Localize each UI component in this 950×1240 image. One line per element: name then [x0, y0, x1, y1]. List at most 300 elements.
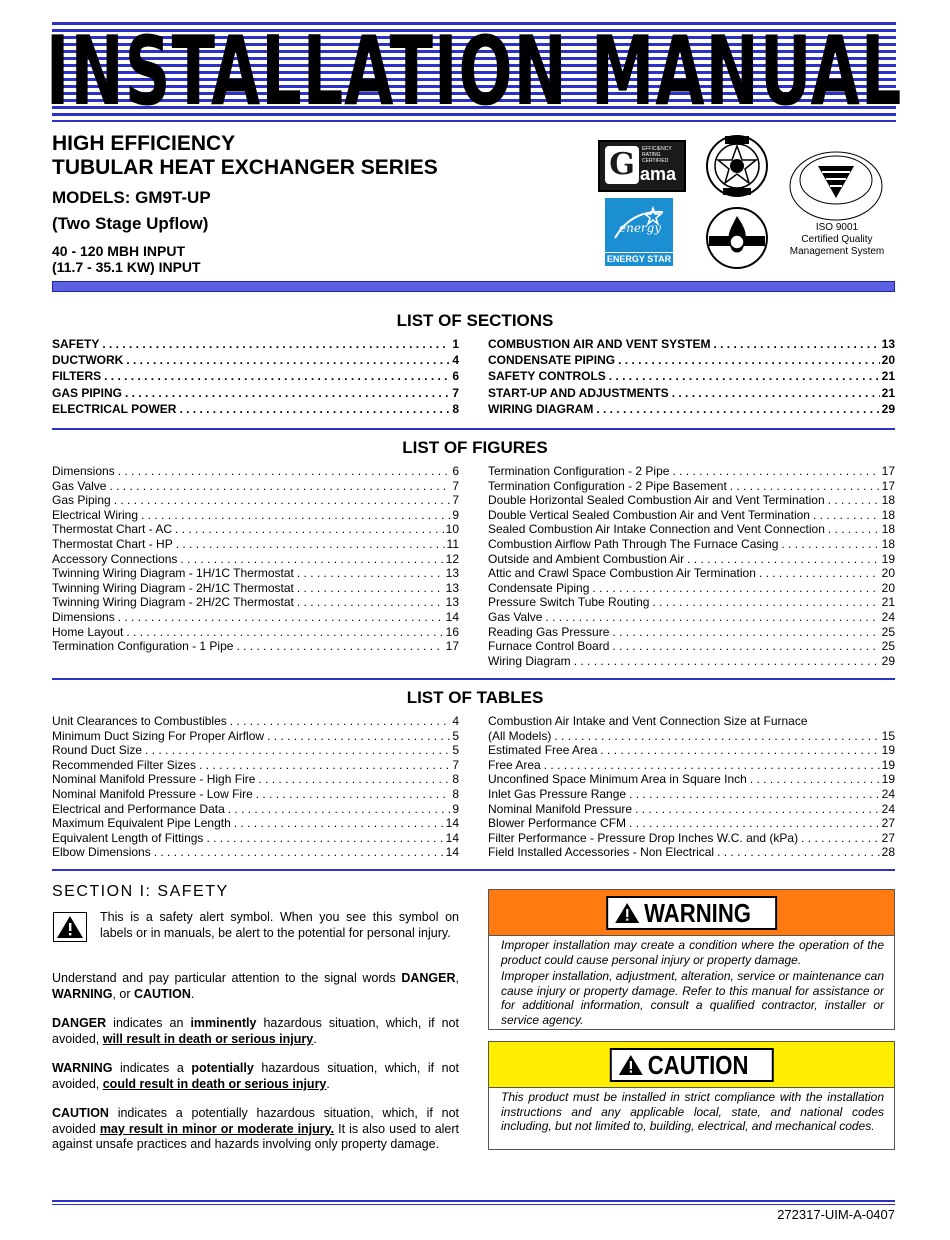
toc-entry [488, 595, 895, 610]
toc-entry [52, 352, 459, 368]
iso-caption [782, 222, 892, 258]
signal-words-paragraph [52, 971, 459, 1002]
sections-list-left [52, 336, 459, 417]
configuration-label: (Two Stage Upflow) [52, 214, 209, 233]
toc-entry-page: 18 [881, 507, 895, 522]
toc-leader-dots [750, 772, 880, 787]
toc-entry [488, 772, 895, 787]
iso-caption-line: ISO 9001 [815, 222, 859, 233]
toc-entry-label: Wiring Diagram [488, 653, 571, 668]
toc-entry-label: Electrical and Performance Data [52, 801, 225, 816]
underlined-phrase: may result in minor or moderate injury. [99, 1121, 335, 1136]
toc-entry-label: Equivalent Length of Fittings [52, 830, 204, 845]
toc-leader-dots [545, 610, 879, 625]
toc-entry [488, 654, 895, 669]
toc-entry-page: 16 [445, 624, 459, 639]
toc-leader-dots [297, 595, 444, 610]
toc-entry [52, 581, 459, 596]
toc-leader-dots [126, 625, 443, 640]
text-span: , or [112, 986, 134, 1001]
toc-entry-page: 21 [881, 369, 895, 384]
header-line2: TUBULAR HEAT EXCHANGER SERIES [52, 156, 438, 179]
iso-caption-line: Management System [789, 246, 885, 257]
toc-entry [488, 758, 895, 773]
toc-entry [52, 522, 459, 537]
toc-entry-page: 7 [452, 757, 459, 772]
toc-entry [488, 552, 895, 567]
toc-entry-page: 21 [881, 595, 895, 610]
toc-entry [52, 816, 459, 831]
toc-leader-dots [652, 595, 879, 610]
toc-entry [488, 816, 895, 831]
toc-entry-label: CONDENSATE PIPING [488, 353, 616, 368]
toc-entry [52, 639, 459, 654]
toc-entry [488, 566, 895, 581]
toc-leader-dots [609, 368, 880, 384]
toc-entry [488, 639, 895, 654]
toc-entry-page: 24 [881, 801, 895, 816]
toc-entry-page: 14 [445, 845, 459, 860]
warning-box [488, 889, 895, 1030]
toc-entry-page: 8 [452, 772, 459, 787]
toc-entry-page: 13 [445, 566, 459, 581]
toc-leader-dots [206, 831, 443, 846]
text-span: indicates a potentially hazardous situation, which, if not avoided [52, 1106, 459, 1136]
toc-leader-dots [801, 831, 880, 846]
toc-leader-dots [102, 336, 450, 352]
tables-list-right [488, 714, 895, 860]
toc-entry-page: 17 [881, 464, 895, 478]
toc-entry-page: 14 [445, 830, 459, 845]
toc-entry-label: COMBUSTION AIR AND VENT SYSTEM [488, 337, 711, 351]
toc-entry [52, 831, 459, 846]
toc-entry-label: Dimensions [52, 609, 115, 624]
toc-entry-page: 19 [881, 772, 895, 787]
text-span: , [455, 971, 459, 985]
caution-label: CAUTION [647, 1049, 748, 1080]
toc-entry [52, 493, 459, 508]
toc-entry-label: Termination Configuration - 2 Pipe Basement [488, 478, 727, 493]
toc-entry-label: Attic and Crawl Space Combustion Air Termination [488, 566, 756, 581]
toc-entry [52, 758, 459, 773]
header-line1: HIGH EFFICIENCY [52, 132, 236, 155]
toc-leader-dots [297, 581, 444, 596]
toc-entry [488, 464, 895, 479]
toc-entry [52, 845, 459, 860]
toc-leader-dots [230, 714, 451, 729]
toc-entry-page: 18 [881, 536, 895, 551]
divider-rule [52, 678, 895, 680]
toc-entry-page: 20 [881, 580, 895, 595]
toc-entry [488, 581, 895, 596]
toc-entry [488, 787, 895, 802]
toc-entry [488, 336, 895, 352]
toc-entry [488, 508, 895, 523]
toc-entry-page: 8 [452, 786, 459, 801]
toc-entry [52, 385, 459, 401]
toc-entry-page: 17 [881, 478, 895, 493]
toc-leader-dots [118, 464, 451, 479]
toc-entry-page: 7 [452, 478, 459, 493]
toc-entry-page: 25 [881, 639, 895, 654]
toc-entry-page: 13 [881, 337, 895, 351]
toc-leader-dots [179, 401, 450, 417]
toc-entry-label: Nominal Manifold Pressure - Low Fire [52, 786, 253, 801]
toc-entry-label: Outside and Ambient Combustion Air [488, 551, 685, 566]
footer-rule [52, 1204, 895, 1205]
toc-leader-dots [141, 508, 450, 523]
safety-symbol-paragraph: This is a safety alert symbol. When you see this symbol on labels or in manuals, be alert to the potential for personal injury. [100, 910, 459, 940]
toc-leader-dots [228, 802, 451, 817]
toc-entry-page: 27 [881, 816, 895, 831]
toc-entry-label: Gas Valve [52, 478, 107, 493]
toc-leader-dots [612, 639, 879, 654]
toc-entry-page: 19 [881, 551, 895, 566]
toc-entry-label: Termination Configuration - 1 Pipe [52, 639, 234, 654]
toc-leader-dots [256, 787, 451, 802]
toc-leader-dots [125, 385, 450, 401]
footer-rule [52, 1200, 895, 1202]
caution-word: CAUTION [52, 1106, 109, 1120]
toc-leader-dots [199, 758, 450, 773]
toc-entry-label: Recommended Filter Sizes [52, 757, 197, 772]
toc-entry-page: 7 [452, 493, 459, 508]
toc-leader-dots [635, 802, 880, 817]
toc-entry-page: 9 [452, 507, 459, 522]
toc-leader-dots [234, 816, 444, 831]
toc-entry [52, 368, 459, 384]
warning-definition-paragraph [52, 1061, 459, 1092]
toc-entry-label: FILTERS [52, 369, 102, 384]
sections-list-right [488, 336, 895, 417]
toc-leader-dots [574, 654, 880, 669]
toc-leader-dots [109, 479, 450, 494]
toc-leader-dots [114, 493, 451, 508]
toc-leader-dots [126, 352, 450, 368]
toc-entry [488, 401, 895, 417]
emphasis-word: potentially [191, 1061, 254, 1075]
list-of-tables-heading: LIST OF TABLES [406, 688, 544, 707]
toc-entry-label: Twinning Wiring Diagram - 2H/1C Thermostat [52, 580, 294, 595]
toc-entry-label: START-UP AND ADJUSTMENTS [488, 385, 669, 400]
toc-entry-page: 10 [445, 522, 459, 537]
toc-entry [488, 493, 895, 508]
toc-entry [488, 729, 895, 744]
toc-leader-dots [592, 581, 879, 596]
toc-entry-label: Filter Performance - Pressure Drop Inches W.C. and (kPa) [488, 830, 799, 845]
toc-entry-label: GAS PIPING [52, 385, 123, 400]
toc-leader-dots [104, 368, 450, 384]
energy-star-logo [605, 198, 673, 266]
toc-entry-label: Estimated Free Area [488, 743, 598, 758]
toc-entry-label: Thermostat Chart - AC [52, 522, 173, 537]
toc-entry-page: 5 [452, 728, 459, 743]
toc-entry [52, 595, 459, 610]
toc-entry-page: 13 [445, 580, 459, 595]
toc-entry-label: Accessory Connections [52, 551, 178, 566]
header-divider-bar [52, 281, 895, 292]
toc-entry-label: Gas Valve [488, 609, 543, 624]
caution-definition-paragraph [52, 1106, 459, 1153]
toc-entry-label: Unconfined Space Minimum Area in Square Inch [488, 772, 747, 787]
divider-rule [52, 869, 895, 871]
toc-entry [488, 522, 895, 537]
tables-list-right-entries [488, 729, 895, 860]
divider-rule [52, 428, 895, 430]
toc-entry [488, 625, 895, 640]
toc-entry [488, 537, 895, 552]
warning-text: Improper installation, adjustment, alteration, service or maintenance can cause injury or property damage. Refer to this manual for assistance or for additional information, consult a qualified contractor, installer or service agency. [501, 969, 884, 1027]
toc-entry-page: 4 [452, 353, 459, 368]
gama-small-text: EFFICIENCY RATING CERTIFIED [642, 146, 672, 164]
caution-word: CAUTION [133, 986, 191, 1001]
text-span: It is also used to alert against unsafe practices and hazards involving only property damage. [52, 1121, 460, 1152]
toc-entry-label: Nominal Manifold Pressure [488, 801, 633, 816]
warning-triangle-icon [614, 902, 640, 924]
toc-entry-page: 24 [881, 786, 895, 801]
toc-entry [488, 610, 895, 625]
tables-list-left [52, 714, 459, 860]
toc-entry-page: 27 [881, 830, 895, 845]
toc-entry-label: Free Area [488, 757, 541, 772]
text-span: indicates an [106, 1016, 191, 1030]
toc-entry-page: 24 [881, 609, 895, 624]
toc-entry [52, 714, 459, 729]
toc-entry-label: Elbow Dimensions [52, 845, 151, 860]
toc-entry-page: 14 [445, 816, 459, 831]
toc-entry-page: 12 [445, 551, 459, 566]
figures-list-right [488, 464, 895, 668]
toc-leader-dots [759, 566, 880, 581]
toc-entry [488, 802, 895, 817]
toc-leader-dots [596, 401, 879, 417]
warning-triangle-icon [617, 1054, 643, 1076]
iso-caption-line: Certified Quality [801, 234, 873, 245]
text-span: . [313, 1031, 317, 1046]
gama-letter: G [605, 146, 639, 184]
toc-entry [488, 831, 895, 846]
warning-triangle-icon [54, 913, 86, 941]
toc-leader-dots [717, 845, 880, 860]
toc-entry-page: 11 [446, 536, 459, 551]
toc-leader-dots [258, 772, 450, 787]
text-span: hazardous situation, which, if not avoided, [52, 1061, 459, 1091]
toc-entry [52, 729, 459, 744]
toc-entry-page: 6 [452, 464, 459, 478]
toc-entry [488, 385, 895, 401]
toc-leader-dots [828, 493, 880, 508]
underlined-phrase: could result in death or serious injury [102, 1076, 327, 1091]
toc-entry-page: 28 [881, 845, 895, 860]
design-certified-seal-icon [705, 134, 769, 198]
warning-text: Improper installation may create a condition where the operation of the product could cause personal injury or property damage. [501, 938, 884, 967]
safety-section-title: SECTION I: SAFETY [52, 883, 229, 900]
toc-entry-label: Termination Configuration - 2 Pipe [488, 464, 670, 478]
toc-entry-page: 7 [452, 385, 459, 400]
flame-certified-seal-icon [705, 206, 769, 270]
toc-entry-page: 9 [452, 801, 459, 816]
list-of-figures-heading: LIST OF FIGURES [402, 438, 548, 457]
toc-leader-dots [713, 336, 879, 352]
toc-entry [52, 552, 459, 567]
toc-entry-label: Furnace Control Board [488, 639, 610, 654]
toc-leader-dots [118, 610, 444, 625]
input-mbh: 40 - 120 MBH INPUT [52, 243, 186, 259]
safety-alert-icon [53, 912, 87, 942]
toc-entry-label: Reading Gas Pressure [488, 624, 610, 639]
toc-leader-dots [176, 537, 445, 552]
toc-entry-label: Round Duct Size [52, 743, 143, 758]
toc-entry [52, 802, 459, 817]
toc-leader-dots [154, 845, 444, 860]
toc-leader-dots [180, 552, 443, 567]
toc-leader-dots [629, 787, 880, 802]
toc-entry-page: 25 [881, 624, 895, 639]
toc-entry [52, 566, 459, 581]
toc-entry-label: Field Installed Accessories - Non Electrical [488, 845, 715, 860]
text-span: . [190, 986, 195, 1001]
toc-leader-dots [730, 479, 880, 494]
toc-entry [52, 787, 459, 802]
toc-entry-page: 29 [881, 401, 895, 416]
toc-entry-page: 6 [452, 369, 459, 384]
toc-entry-label: Sealed Combustion Air Intake Connection and Vent Connection [488, 522, 825, 537]
toc-leader-dots [175, 522, 444, 537]
energy-script: energy [619, 221, 662, 235]
toc-leader-dots [600, 743, 879, 758]
toc-leader-dots [781, 537, 879, 552]
warning-word: WARNING [52, 1061, 113, 1075]
toc-leader-dots [236, 639, 443, 654]
toc-entry [52, 464, 459, 479]
toc-entry [488, 352, 895, 368]
caution-sign [609, 1048, 773, 1082]
toc-leader-dots [618, 352, 880, 368]
toc-entry-page: 4 [452, 714, 459, 728]
toc-entry-label: Electrical Wiring [52, 507, 139, 522]
toc-leader-dots [297, 566, 444, 581]
toc-entry-label: Maximum Equivalent Pipe Length [52, 816, 231, 831]
toc-leader-dots [687, 552, 880, 567]
toc-entry [52, 743, 459, 758]
toc-entry-label: Blower Performance CFM [488, 816, 627, 831]
toc-entry-label: SAFETY CONTROLS [488, 369, 606, 384]
toc-entry-page: 18 [881, 522, 895, 537]
toc-entry [488, 479, 895, 494]
toc-entry-label: Minimum Duct Sizing For Proper Airflow [52, 728, 265, 743]
danger-word: DANGER [401, 971, 456, 985]
caution-header [489, 1042, 894, 1088]
toc-entry [488, 743, 895, 758]
toc-entry-label: WIRING DIAGRAM [488, 401, 594, 416]
warning-word: WARNING [52, 986, 113, 1001]
toc-entry-page: 5 [452, 743, 459, 758]
toc-entry-label: (All Models) [488, 728, 552, 743]
toc-leader-dots [629, 816, 880, 831]
toc-entry-label: ELECTRICAL POWER [52, 401, 177, 416]
toc-leader-dots [554, 729, 879, 744]
toc-entry [52, 479, 459, 494]
toc-entry-page: 18 [881, 493, 895, 508]
warning-label: WARNING [643, 897, 751, 928]
danger-word: DANGER [52, 1016, 107, 1030]
toc-entry-label: Combustion Airflow Path Through The Furnace Casing [488, 536, 779, 551]
toc-entry-page: 14 [445, 609, 459, 624]
toc-entry [52, 625, 459, 640]
toc-entry-label: Thermostat Chart - HP [52, 536, 173, 551]
toc-entry [52, 772, 459, 787]
toc-entry-label: Twinning Wiring Diagram - 1H/1C Thermostat [52, 566, 294, 581]
text-span: . [326, 1076, 330, 1091]
energy-star-icon [611, 202, 667, 246]
toc-leader-dots [813, 508, 880, 523]
models-label: MODELS: GM9T-UP [52, 188, 211, 207]
text-span: Understand and pay particular attention to the signal words [52, 971, 402, 985]
toc-entry-page: 8 [452, 401, 459, 416]
toc-entry-page: 21 [881, 385, 895, 400]
toc-entry-label: Dimensions [52, 464, 115, 478]
toc-entry [488, 368, 895, 384]
toc-entry-page: 29 [881, 653, 895, 668]
toc-entry-label: SAFETY [52, 337, 100, 351]
toc-entry-label: Twinning Wiring Diagram - 2H/2C Thermostat [52, 595, 294, 610]
toc-entry [488, 845, 895, 860]
text-span: hazardous situation, which, if not avoided, [52, 1016, 459, 1046]
toc-entry-label: Combustion Air Intake and Vent Connection Size at Furnace [488, 714, 808, 728]
toc-entry-label: Unit Clearances to Combustibles [52, 714, 227, 728]
toc-entry-page: 1 [452, 337, 459, 351]
toc-entry [52, 537, 459, 552]
list-of-sections-heading: LIST OF SECTIONS [396, 311, 554, 330]
toc-entry-page: 13 [445, 595, 459, 610]
toc-entry-page: 19 [881, 757, 895, 772]
energy-star-label: ENERGY STAR [606, 254, 672, 264]
toc-entry [52, 508, 459, 523]
toc-entry-page: 20 [881, 566, 895, 581]
figures-list-left [52, 464, 459, 654]
gama-logo [598, 140, 686, 192]
emphasis-word: imminently [190, 1016, 257, 1030]
warning-sign [606, 896, 778, 930]
toc-entry-label: Home Layout [52, 624, 124, 639]
toc-entry-label: DUCTWORK [52, 353, 124, 368]
caution-box [488, 1041, 895, 1150]
toc-leader-dots [145, 743, 450, 758]
toc-entry-label: Double Horizontal Sealed Combustion Air and Vent Termination [488, 493, 825, 508]
input-kw: (11.7 - 35.1 KW) INPUT [52, 259, 201, 275]
toc-entry-page: 20 [881, 353, 895, 368]
iso-9000-registration-seal-icon [788, 150, 884, 222]
caution-text: This product must be installed in strict compliance with the installation instructions and any applicable local, state, and national codes including, but not limited to, building, electrical, and mechanical codes. [501, 1090, 884, 1133]
toc-entry-page: 17 [445, 639, 459, 654]
toc-leader-dots [544, 758, 880, 773]
warning-header [489, 890, 894, 936]
toc-entry-label: Gas Piping [52, 493, 111, 508]
toc-entry-label: Pressure Switch Tube Routing [488, 595, 650, 610]
document-code: 272317-UIM-A-0407 [777, 1207, 895, 1222]
text-span: indicates a [112, 1061, 192, 1075]
toc-leader-dots [267, 729, 450, 744]
toc-leader-dots [612, 625, 879, 640]
underlined-phrase: will result in death or serious injury [102, 1031, 314, 1046]
toc-entry [52, 401, 459, 417]
toc-leader-dots [828, 522, 880, 537]
toc-entry [52, 610, 459, 625]
toc-entry-label: Nominal Manifold Pressure - High Fire [52, 772, 256, 787]
toc-entry-page: 15 [881, 728, 895, 743]
manual-title: INSTALLATION MANUAL [45, 14, 903, 126]
toc-entry-page: 19 [881, 743, 895, 758]
